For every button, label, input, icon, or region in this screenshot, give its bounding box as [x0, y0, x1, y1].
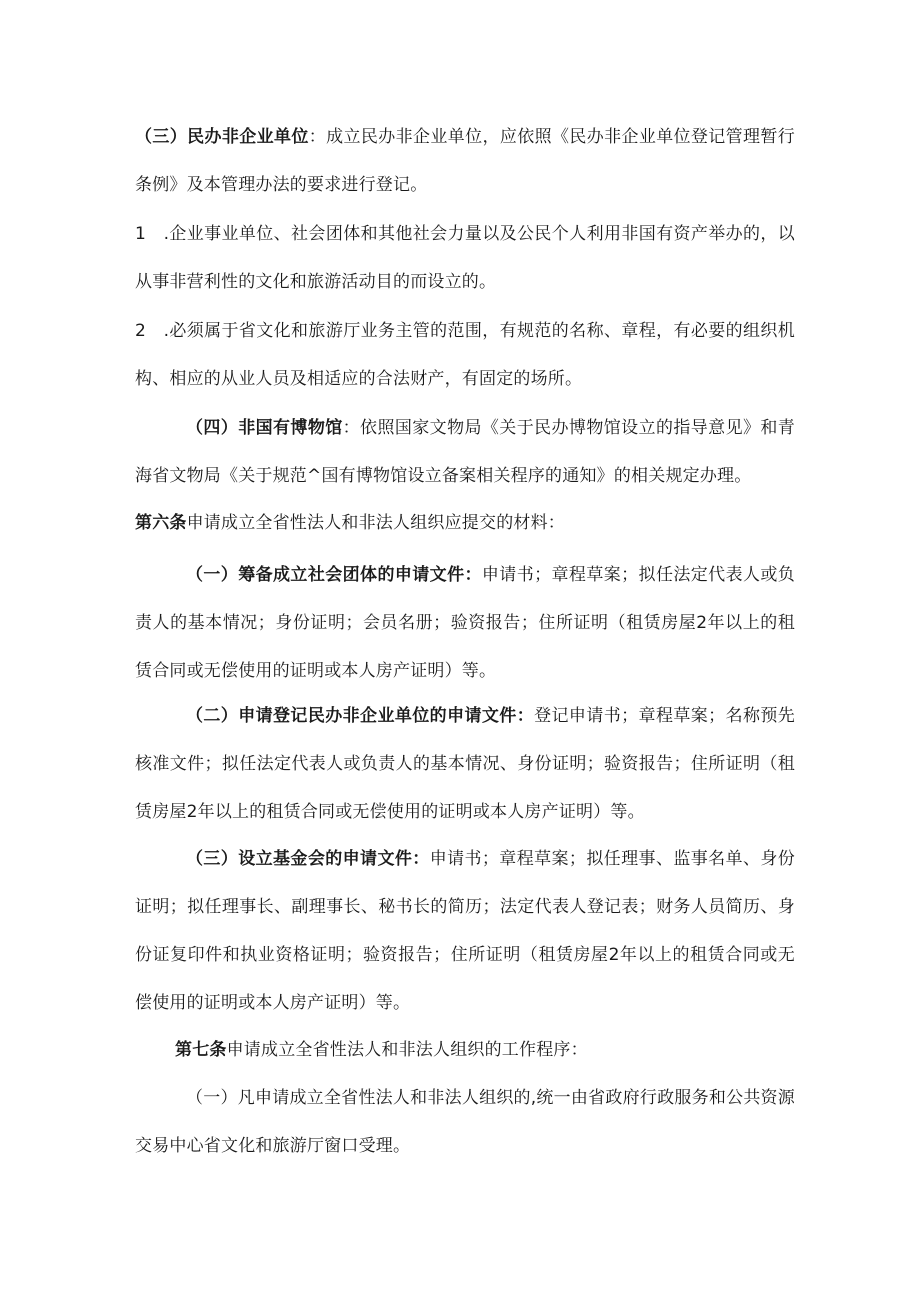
paragraph-text: 申请书；章程草案；拟任理事、监事名单、身份证明；拟任理事长、副理事长、秘书长的简历；法定代表人登记表；财务人员简历、身份证复印件和执业资格证明；验资报告；住所证明（租赁房屋2年以上的租赁合同或无偿使用的证明或本人房产证明）等。	[135, 849, 795, 1013]
heading-private-non-enterprise: （三）民办非企业单位	[135, 127, 309, 147]
paragraph-private-non-enterprise	[135, 113, 795, 209]
paragraph-foundation-docs	[135, 835, 795, 1027]
heading-social-group-docs: （一）筹备成立社会团体的申请文件：	[186, 565, 482, 585]
heading-foundation-docs: （三）设立基金会的申请文件：	[186, 849, 430, 869]
paragraph-text: ：成立民办非企业单位，应依照《民办非企业单位登记管理暂行条例》及本管理办法的要求进行登记。	[135, 127, 795, 195]
heading-non-state-museum: （四）非国有博物馆	[186, 418, 343, 438]
article-seven-text: 申请成立全省性法人和非法人组织的工作程序：	[226, 1040, 588, 1060]
paragraph-acceptance-window	[135, 1074, 795, 1170]
paragraph-non-state-museum	[135, 404, 795, 500]
paragraph-social-group-docs	[135, 551, 795, 695]
article-six-label: 第六条	[135, 513, 187, 533]
paragraph-text: 申请书；章程草案；拟任法定代表人或负责人的基本情况；身份证明；会员名册；验资报告；住所证明（租赁房屋2年以上的租赁合同或无偿使用的证明或本人房产证明）等。	[135, 565, 795, 681]
article-six-text: 申请成立全省性法人和非法人组织应提交的材料：	[186, 513, 566, 533]
paragraph-text: 登记申请书；章程草案；名称预先核准文件；拟任法定代表人或负责人的基本情况、身份证明；验资报告；住所证明（租赁房屋2年以上的租赁合同或无偿使用的证明或本人房产证明）等。	[135, 706, 796, 822]
article-seven-label: 第七条	[175, 1040, 227, 1060]
paragraph-text: （一）凡申请成立全省性法人和非法人组织的,统一由省政府行政服务和公共资源交易中心省文化和旅游厅窗口受理。	[135, 1088, 795, 1156]
list-item-text: 1 .企业事业单位、社会团体和其他社会力量以及公民个人利用非国有资产举办的，以从事非营利性的文化和旅游活动目的而设立的。	[135, 224, 795, 292]
paragraph-non-enterprise-docs	[135, 692, 795, 836]
heading-non-enterprise-docs: （二）申请登记民办非企业单位的申请文件：	[186, 706, 535, 726]
list-item-2	[135, 307, 795, 403]
list-item-1	[135, 210, 795, 306]
article-six	[135, 499, 795, 547]
list-item-text: 2 .必须属于省文化和旅游厅业务主管的范围，有规范的名称、章程，有必要的组织机构、相应的从业人员及相适应的合法财产，有固定的场所。	[135, 321, 795, 389]
article-seven	[135, 1026, 795, 1074]
paragraph-text: ：依照国家文物局《关于民办博物馆设立的指导意见》和青海省文物局《关于规范^国有博物馆设立备案相关程序的通知》的相关规定办理。	[135, 418, 795, 486]
